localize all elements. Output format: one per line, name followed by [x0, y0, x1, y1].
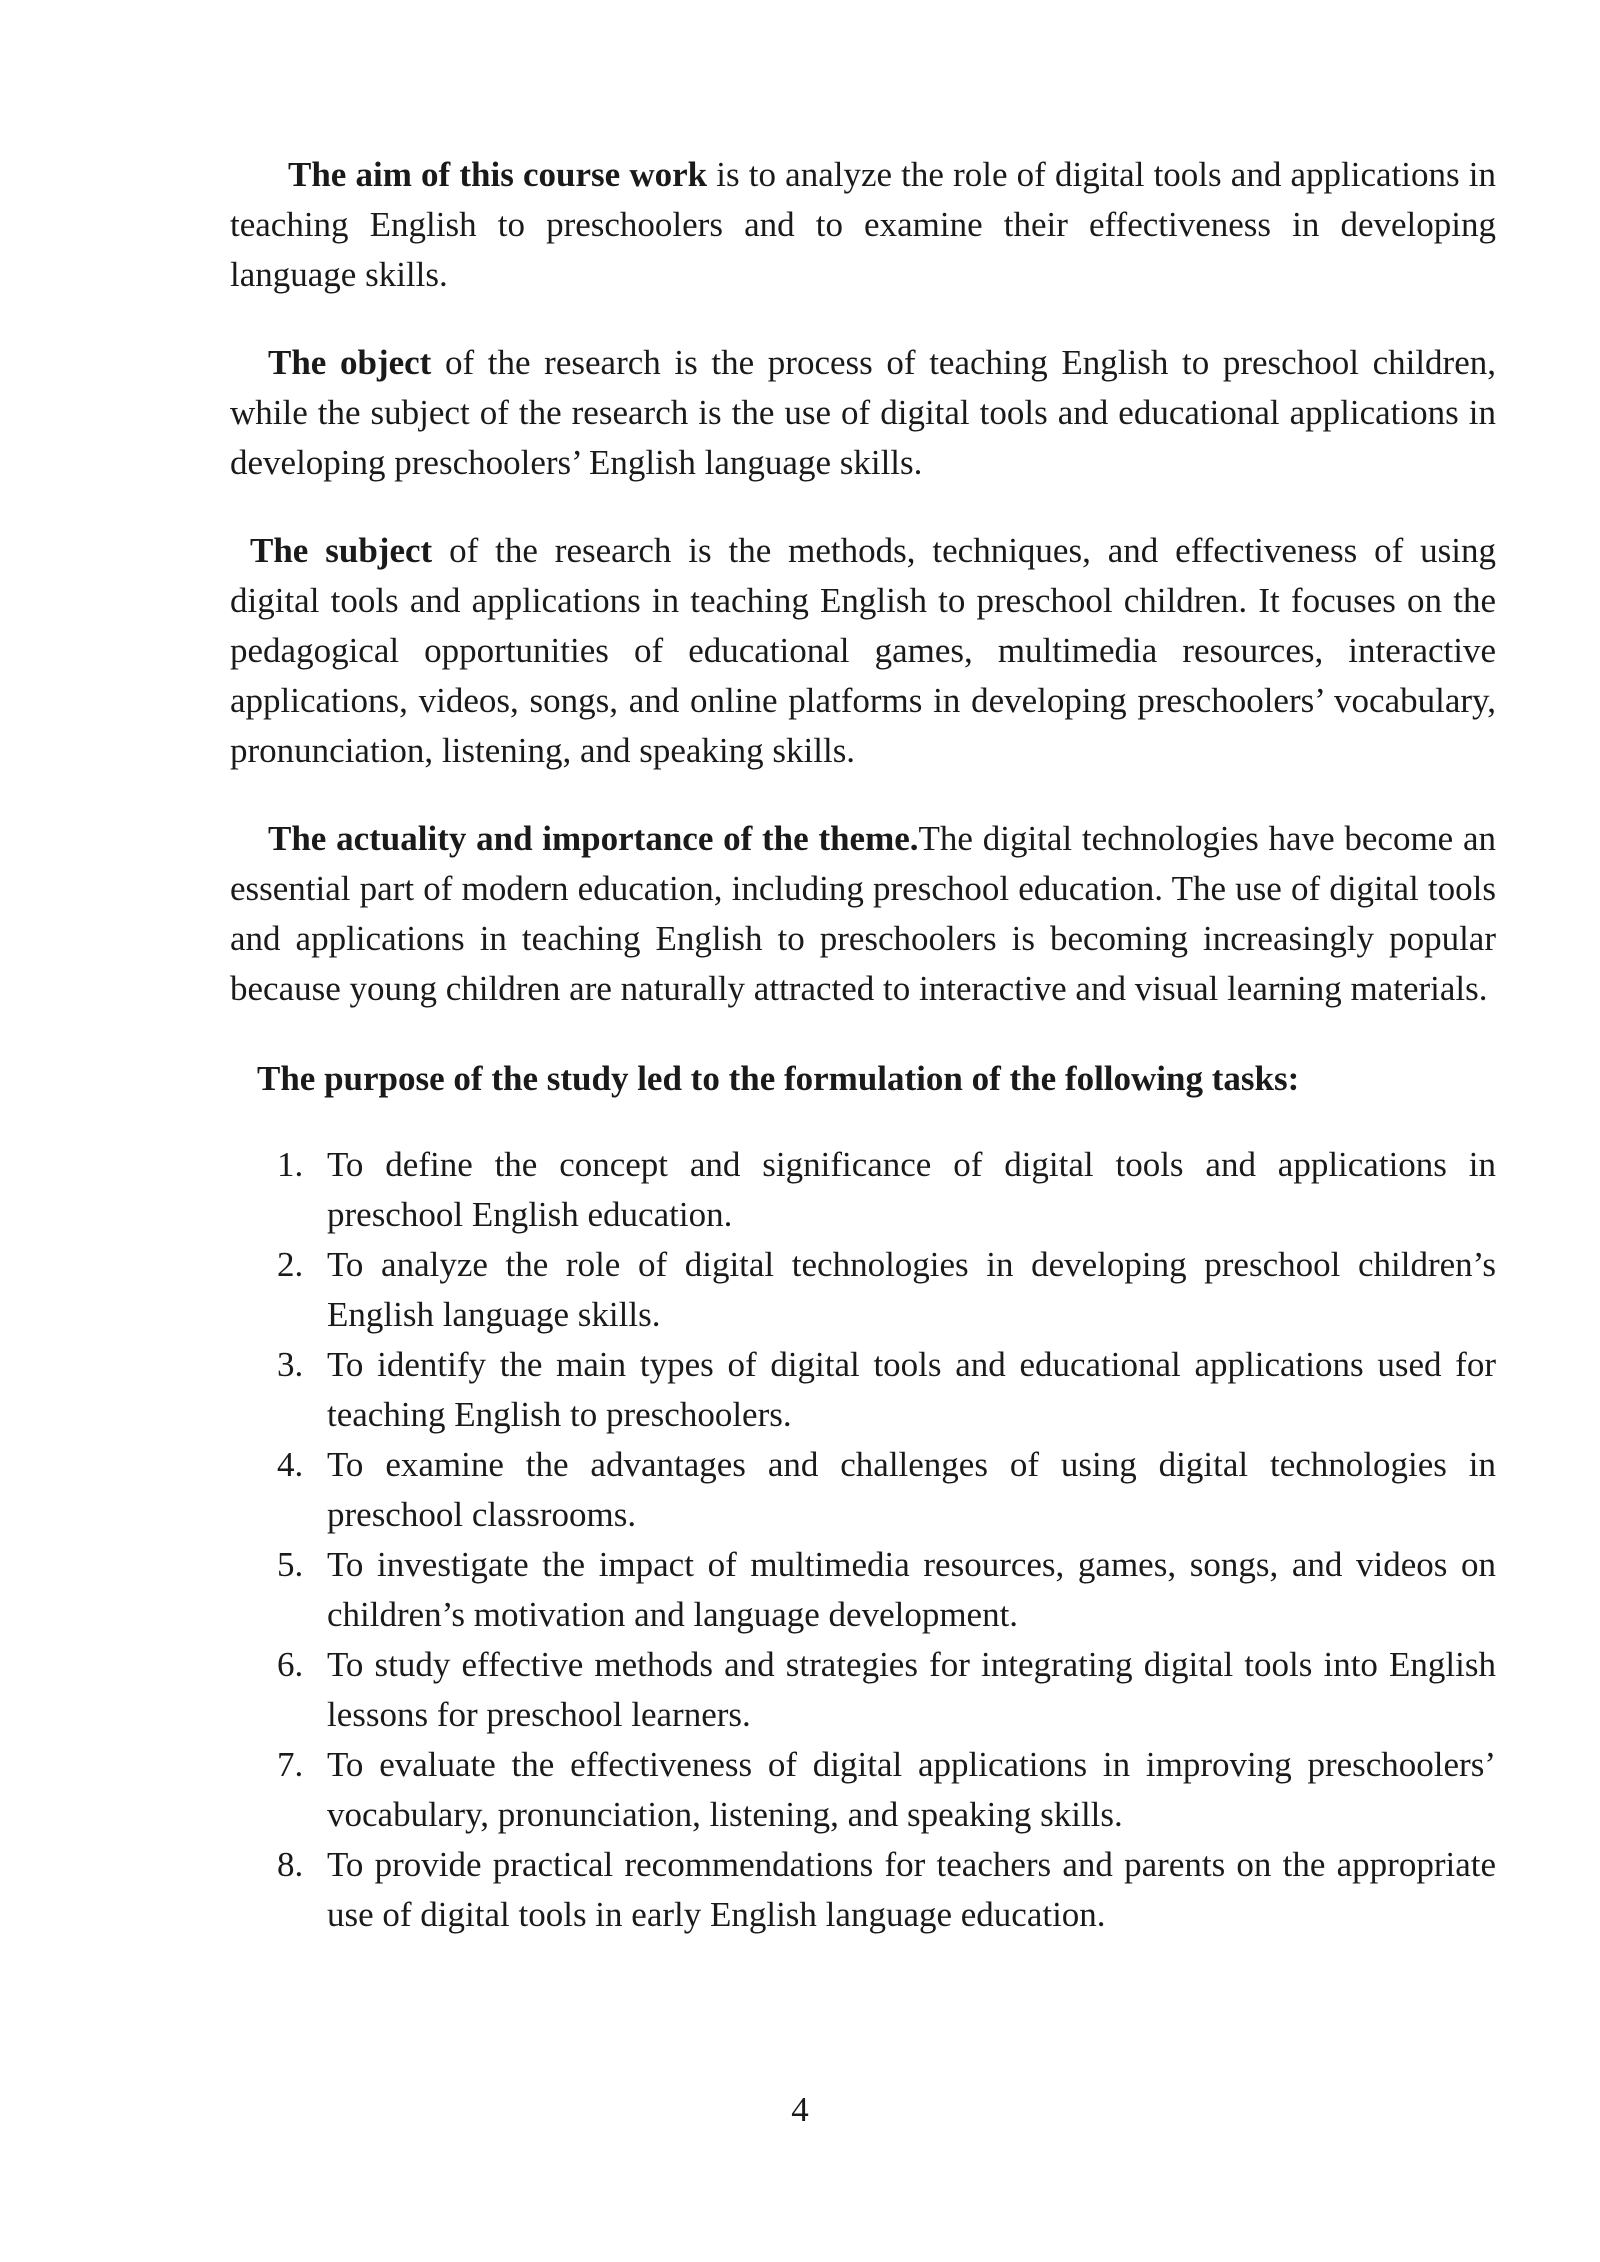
- subject-text: of the research is the methods, techniques, and effectiveness of using digital tools and applications in teaching English to preschool children. It focuses on the pedagogical opportunities of educational games, multimedia resources, interactive applications, videos, songs, and online platforms in developing preschoolers’ vocabulary, pronunciation, listening, and speaking skills.: [230, 531, 1496, 770]
- task-item: [230, 1540, 1496, 1640]
- aim-text: is to analyze the role of digital tools and applications in teaching English to preschoolers and to examine their effectiveness in developing language skills.: [230, 155, 1496, 294]
- task-item: [230, 1140, 1496, 1240]
- task-number: 8.: [277, 1845, 304, 1884]
- actuality-label: The actuality and importance of the theme.: [268, 819, 919, 858]
- task-text: To evaluate the effectiveness of digital applications in improving preschoolers’ vocabulary, pronunciation, listening, and speaking skills.: [327, 1745, 1496, 1834]
- task-text: To analyze the role of digital technologies in developing preschool children’s English language skills.: [327, 1245, 1496, 1334]
- task-text: To study effective methods and strategies for integrating digital tools into English lessons for preschool learners.: [327, 1645, 1496, 1734]
- task-number: 5.: [277, 1545, 304, 1584]
- task-text: To investigate the impact of multimedia resources, games, songs, and videos on children’s motivation and language development.: [327, 1545, 1496, 1634]
- actuality-paragraph: [230, 814, 1496, 1014]
- task-item: [230, 1640, 1496, 1740]
- task-number: 2.: [277, 1245, 304, 1284]
- subject-label: The subject: [250, 531, 433, 570]
- object-text: of the research is the process of teaching English to preschool children, while the subject of the research is the use of digital tools and educational applications in developing preschoolers’ English language skills.: [230, 343, 1496, 482]
- task-item: [230, 1440, 1496, 1540]
- tasks-heading: The purpose of the study led to the formulation of the following tasks:: [257, 1059, 1300, 1098]
- document-page: [230, 150, 1496, 1940]
- task-number: 3.: [277, 1345, 304, 1384]
- task-number: 1.: [277, 1145, 304, 1184]
- task-text: To identify the main types of digital tools and educational applications used for teaching English to preschoolers.: [327, 1345, 1496, 1434]
- task-number: 4.: [277, 1445, 304, 1484]
- subject-paragraph: [230, 526, 1496, 776]
- task-item: [230, 1340, 1496, 1440]
- object-label: The object: [268, 343, 432, 382]
- task-item: [230, 1740, 1496, 1840]
- task-item: [230, 1840, 1496, 1940]
- aim-label: The aim of this course work: [288, 155, 708, 194]
- task-text: To define the concept and significance of digital tools and applications in preschool English education.: [327, 1145, 1496, 1234]
- task-text: To examine the advantages and challenges of using digital technologies in preschool classrooms.: [327, 1445, 1496, 1534]
- object-paragraph: [230, 338, 1496, 488]
- task-list: [230, 1140, 1496, 1940]
- aim-paragraph: [230, 150, 1496, 300]
- page-number: 4: [791, 2090, 809, 2129]
- task-number: 6.: [277, 1645, 304, 1684]
- task-text: To provide practical recommendations for teachers and parents on the appropriate use of digital tools in early English language education.: [327, 1845, 1496, 1934]
- actuality-text: The digital technologies have become an essential part of modern education, including preschool education. The use of digital tools and applications in teaching English to preschoolers is becoming increasingly popular because young children are naturally attracted to interactive and visual learning materials.: [230, 819, 1496, 1008]
- task-number: 7.: [277, 1745, 304, 1784]
- task-item: [230, 1240, 1496, 1340]
